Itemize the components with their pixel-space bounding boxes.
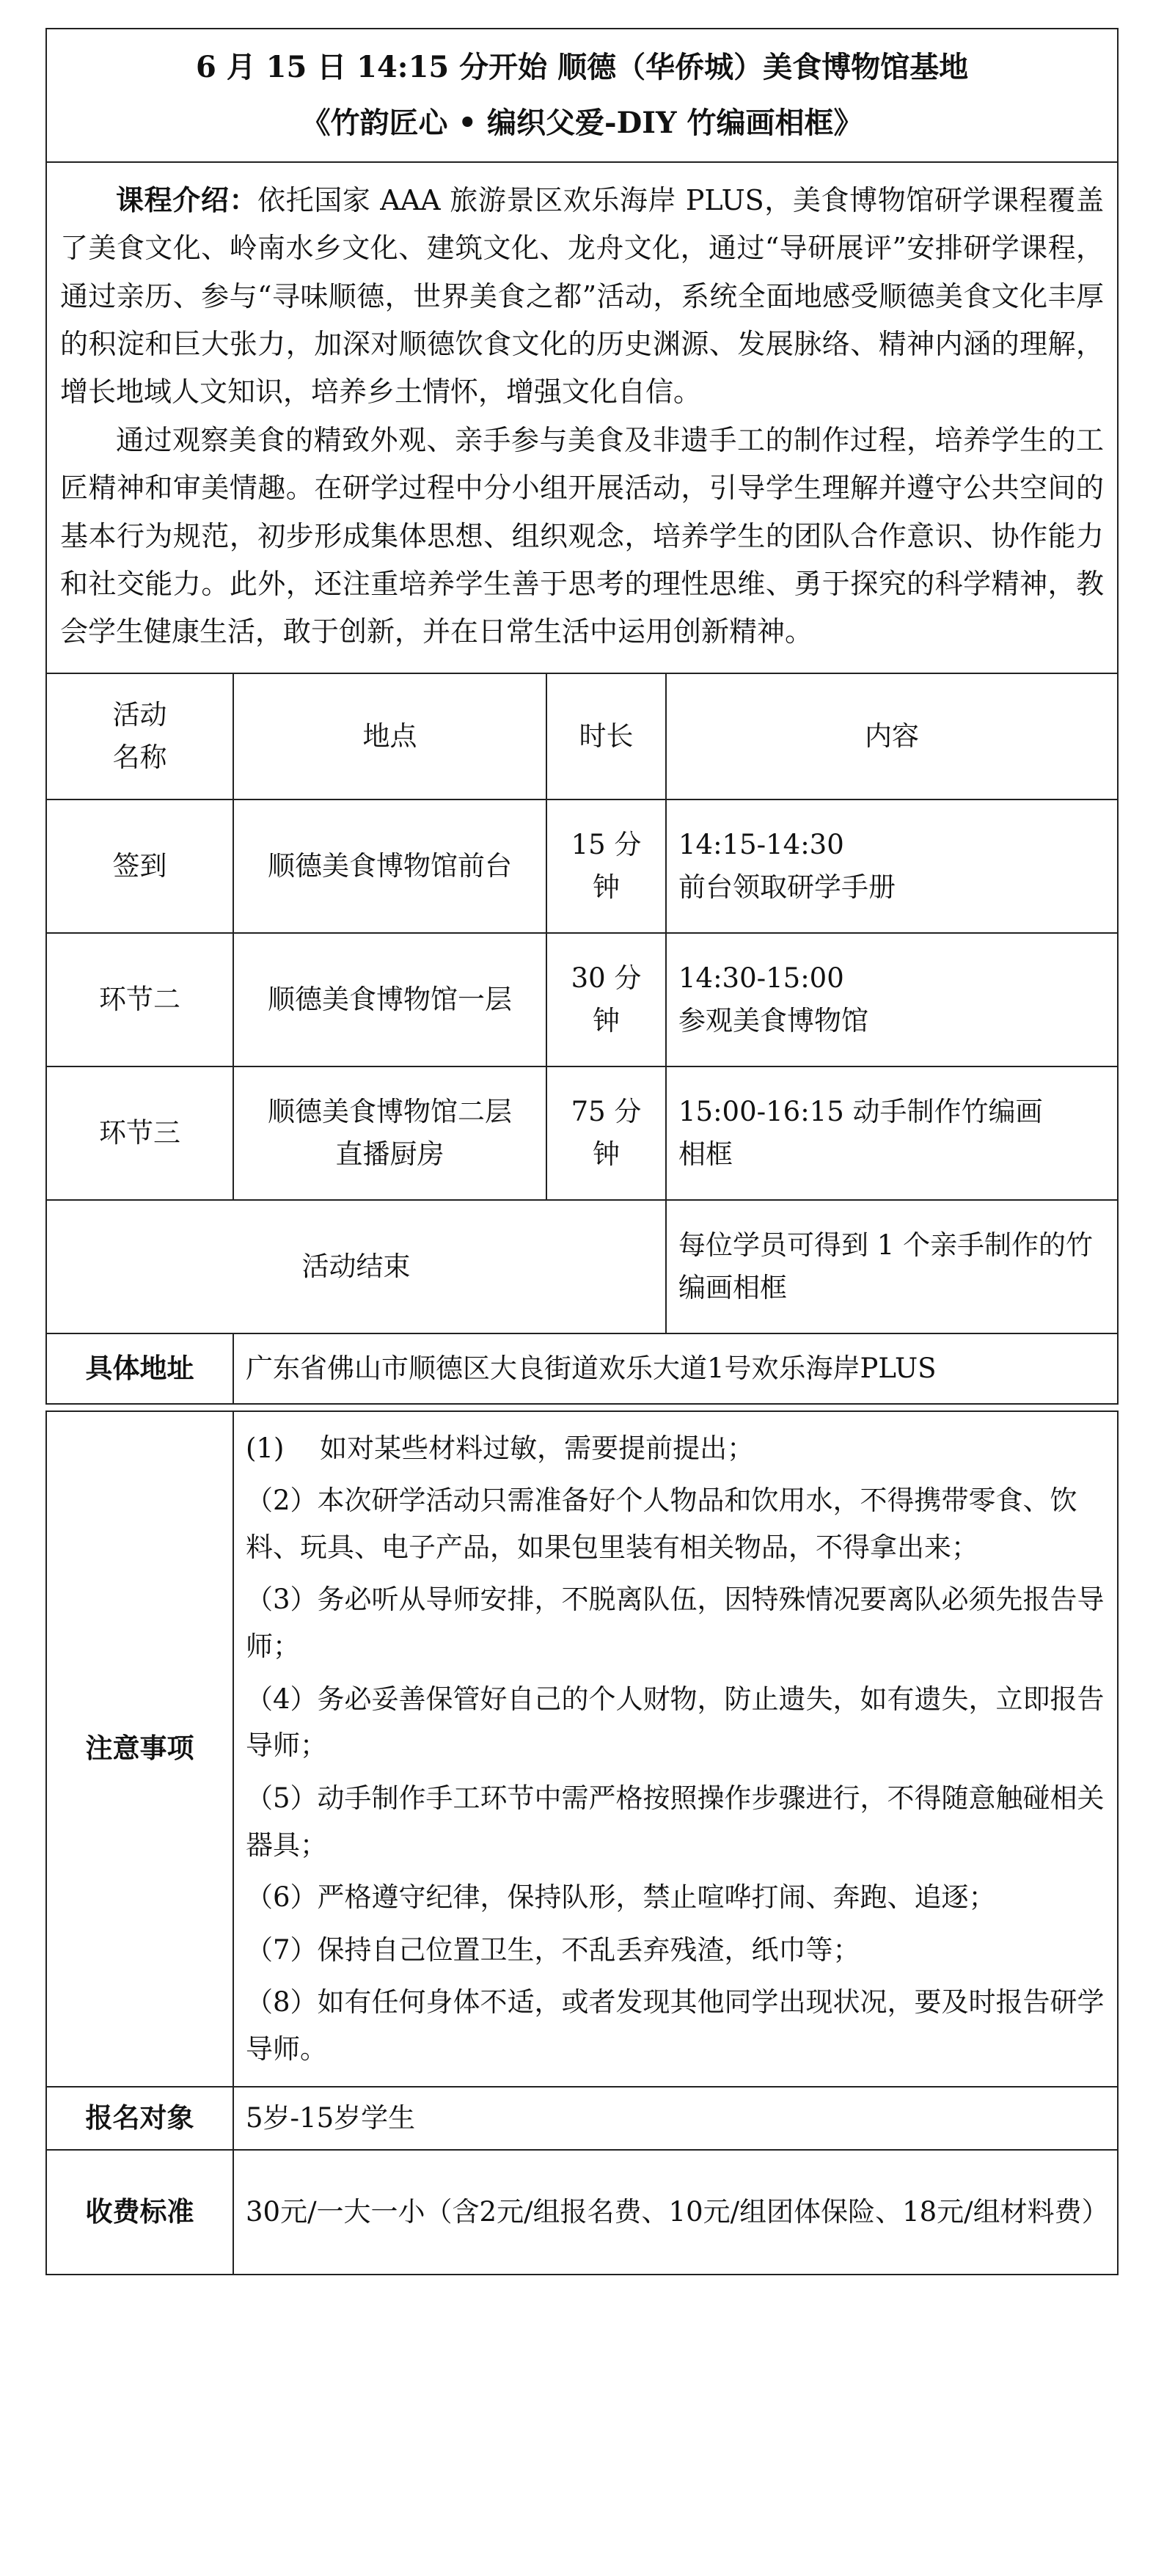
intro-text-1: 依托国家 AAA 旅游景区欢乐海岸 PLUS，美食博物馆研学课程覆盖了美食文化、岭南水乡文化、建筑文化、龙舟文化，通过“导研展评”安排研学课程，通过亲历、参与“寻味顺德，世界美食之都”活动，系统全面地感受顺德美食文化丰厚的积淀和巨大张力，加深对顺德饮食文化的历史渊源、发展脉络、精神内涵的理解，增长地域人文知识，培养乡土情怀，增强文化自信。: [60, 184, 1105, 409]
table-gap: [45, 1405, 1117, 1410]
row-place: [233, 1066, 546, 1200]
row-content-line-2: 前台领取研学手册: [678, 871, 896, 903]
activity-end-label: 活动结束: [46, 1200, 666, 1333]
notes-list: [233, 1411, 1118, 2087]
row-duration: 75 分钟: [546, 1066, 666, 1200]
intro-paragraph-2: 通过观察美食的精致外观、亲手参与美食及非遗手工的制作过程，培养学生的工匠精神和审美情趣。在研学过程中分小组开展活动，引导学生理解并遵守公共空间的基本行为规范，初步形成集体思想、组织观念，培养学生的团队合作意识、协作能力和社交能力。此外，还注重培养学生善于思考的理性思维、勇于探究的科学精神，教会学生健康生活，敢于创新，并在日常生活中运用创新精神。: [60, 423, 1105, 648]
fee-row: [46, 2150, 1118, 2275]
row-content: [666, 933, 1118, 1066]
list-item: （2）本次研学活动只需准备好个人物品和饮用水，不得携带零食、饮料、玩具、电子产品，如果包里装有相关物品，不得拿出来；: [246, 1485, 1077, 1563]
activity-document: [45, 28, 1117, 2275]
header-duration: 时长: [546, 673, 666, 799]
table-row: [46, 933, 1118, 1066]
address-label: 具体地址: [46, 1333, 233, 1404]
row-content: [666, 1066, 1118, 1200]
table-row: [46, 1066, 1118, 1200]
row-content-line-2: 相框: [678, 1138, 733, 1170]
row-place-line: 顺德美食博物馆一层: [268, 983, 512, 1015]
list-item: （8）如有任何身体不适，或者发现其他同学出现状况，要及时报告研学导师。: [246, 1986, 1105, 2065]
row-place: [233, 933, 546, 1066]
header-name-line-2: 名称: [112, 741, 167, 773]
row-content: [666, 799, 1118, 933]
row-activity-name: 签到: [46, 799, 233, 933]
intro-paragraph-1: [60, 176, 1104, 417]
row-place-line-2: 直播厨房: [335, 1138, 444, 1170]
row-duration: 15 分钟: [546, 799, 666, 933]
address-row: [46, 1333, 1118, 1404]
audience-row: [46, 2087, 1118, 2150]
row-place-line: 顺德美食博物馆二层: [268, 1096, 512, 1128]
title-line-1: 6 月 15 日 14:15 分开始 顺德（华侨城）美食博物馆基地: [195, 50, 969, 84]
table-row: [46, 799, 1118, 933]
fee-label: 收费标准: [46, 2150, 233, 2275]
row-activity-name: 环节二: [46, 933, 233, 1066]
row-content-line-1: 14:15-14:30: [678, 829, 844, 861]
audience-label: 报名对象: [46, 2087, 233, 2150]
row-place: [233, 799, 546, 933]
list-item: （5）动手制作手工环节中需严格按照操作步骤进行，不得随意触碰相关器具；: [246, 1782, 1105, 1861]
row-place-line: 顺德美食博物馆前台: [268, 849, 512, 882]
list-item: (1) 如对某些材料过敏，需要提前提出；: [246, 1432, 755, 1464]
notes-label: 注意事项: [46, 1411, 233, 2087]
info-table: [45, 1410, 1119, 2275]
fee-value: 30元/一大一小（含2元/组报名费、10元/组团体保险、18元/组材料费）: [233, 2150, 1118, 2275]
list-item: （7）保持自己位置卫生，不乱丢弃残渣，纸巾等；: [246, 1933, 860, 1966]
list-item: （3）务必听从导师安排，不脱离队伍，因特殊情况要离队必须先报告导师；: [246, 1584, 1105, 1663]
activity-end-row: [46, 1200, 1118, 1333]
document-title: [46, 29, 1118, 162]
course-intro: [46, 162, 1118, 673]
row-duration: 30 分钟: [546, 933, 666, 1066]
header-content: 内容: [666, 673, 1118, 799]
row-content-line-1: 14:30-15:00: [678, 962, 844, 995]
address-value: 广东省佛山市顺德区大良街道欢乐大道1号欢乐海岸PLUS: [233, 1333, 1118, 1404]
header-activity-name: [46, 673, 233, 799]
row-content-line-2: 参观美食博物馆: [678, 1004, 868, 1036]
activity-end-content: 每位学员可得到 1 个亲手制作的竹编画相框: [666, 1200, 1118, 1333]
list-item: （6）严格遵守纪律，保持队形，禁止喧哗打闹、奔跑、追逐；: [246, 1881, 996, 1914]
header-name-line-1: 活动: [112, 699, 167, 731]
audience-value: 5岁-15岁学生: [233, 2087, 1118, 2150]
intro-label: 课程介绍：: [116, 183, 258, 216]
row-activity-name: 环节三: [46, 1066, 233, 1200]
row-content-line-1: 15:00-16:15 动手制作竹编画: [678, 1096, 1043, 1128]
schedule-header-row: [46, 673, 1118, 799]
notes-row: [46, 1411, 1118, 2087]
header-place: 地点: [233, 673, 546, 799]
schedule-table: [45, 28, 1119, 1405]
title-line-2: 《竹韵匠心 • 编织父爱-DIY 竹编画相框》: [301, 106, 863, 140]
list-item: （4）务必妥善保管好自己的个人财物，防止遗失，如有遗失，立即报告导师；: [246, 1683, 1105, 1762]
